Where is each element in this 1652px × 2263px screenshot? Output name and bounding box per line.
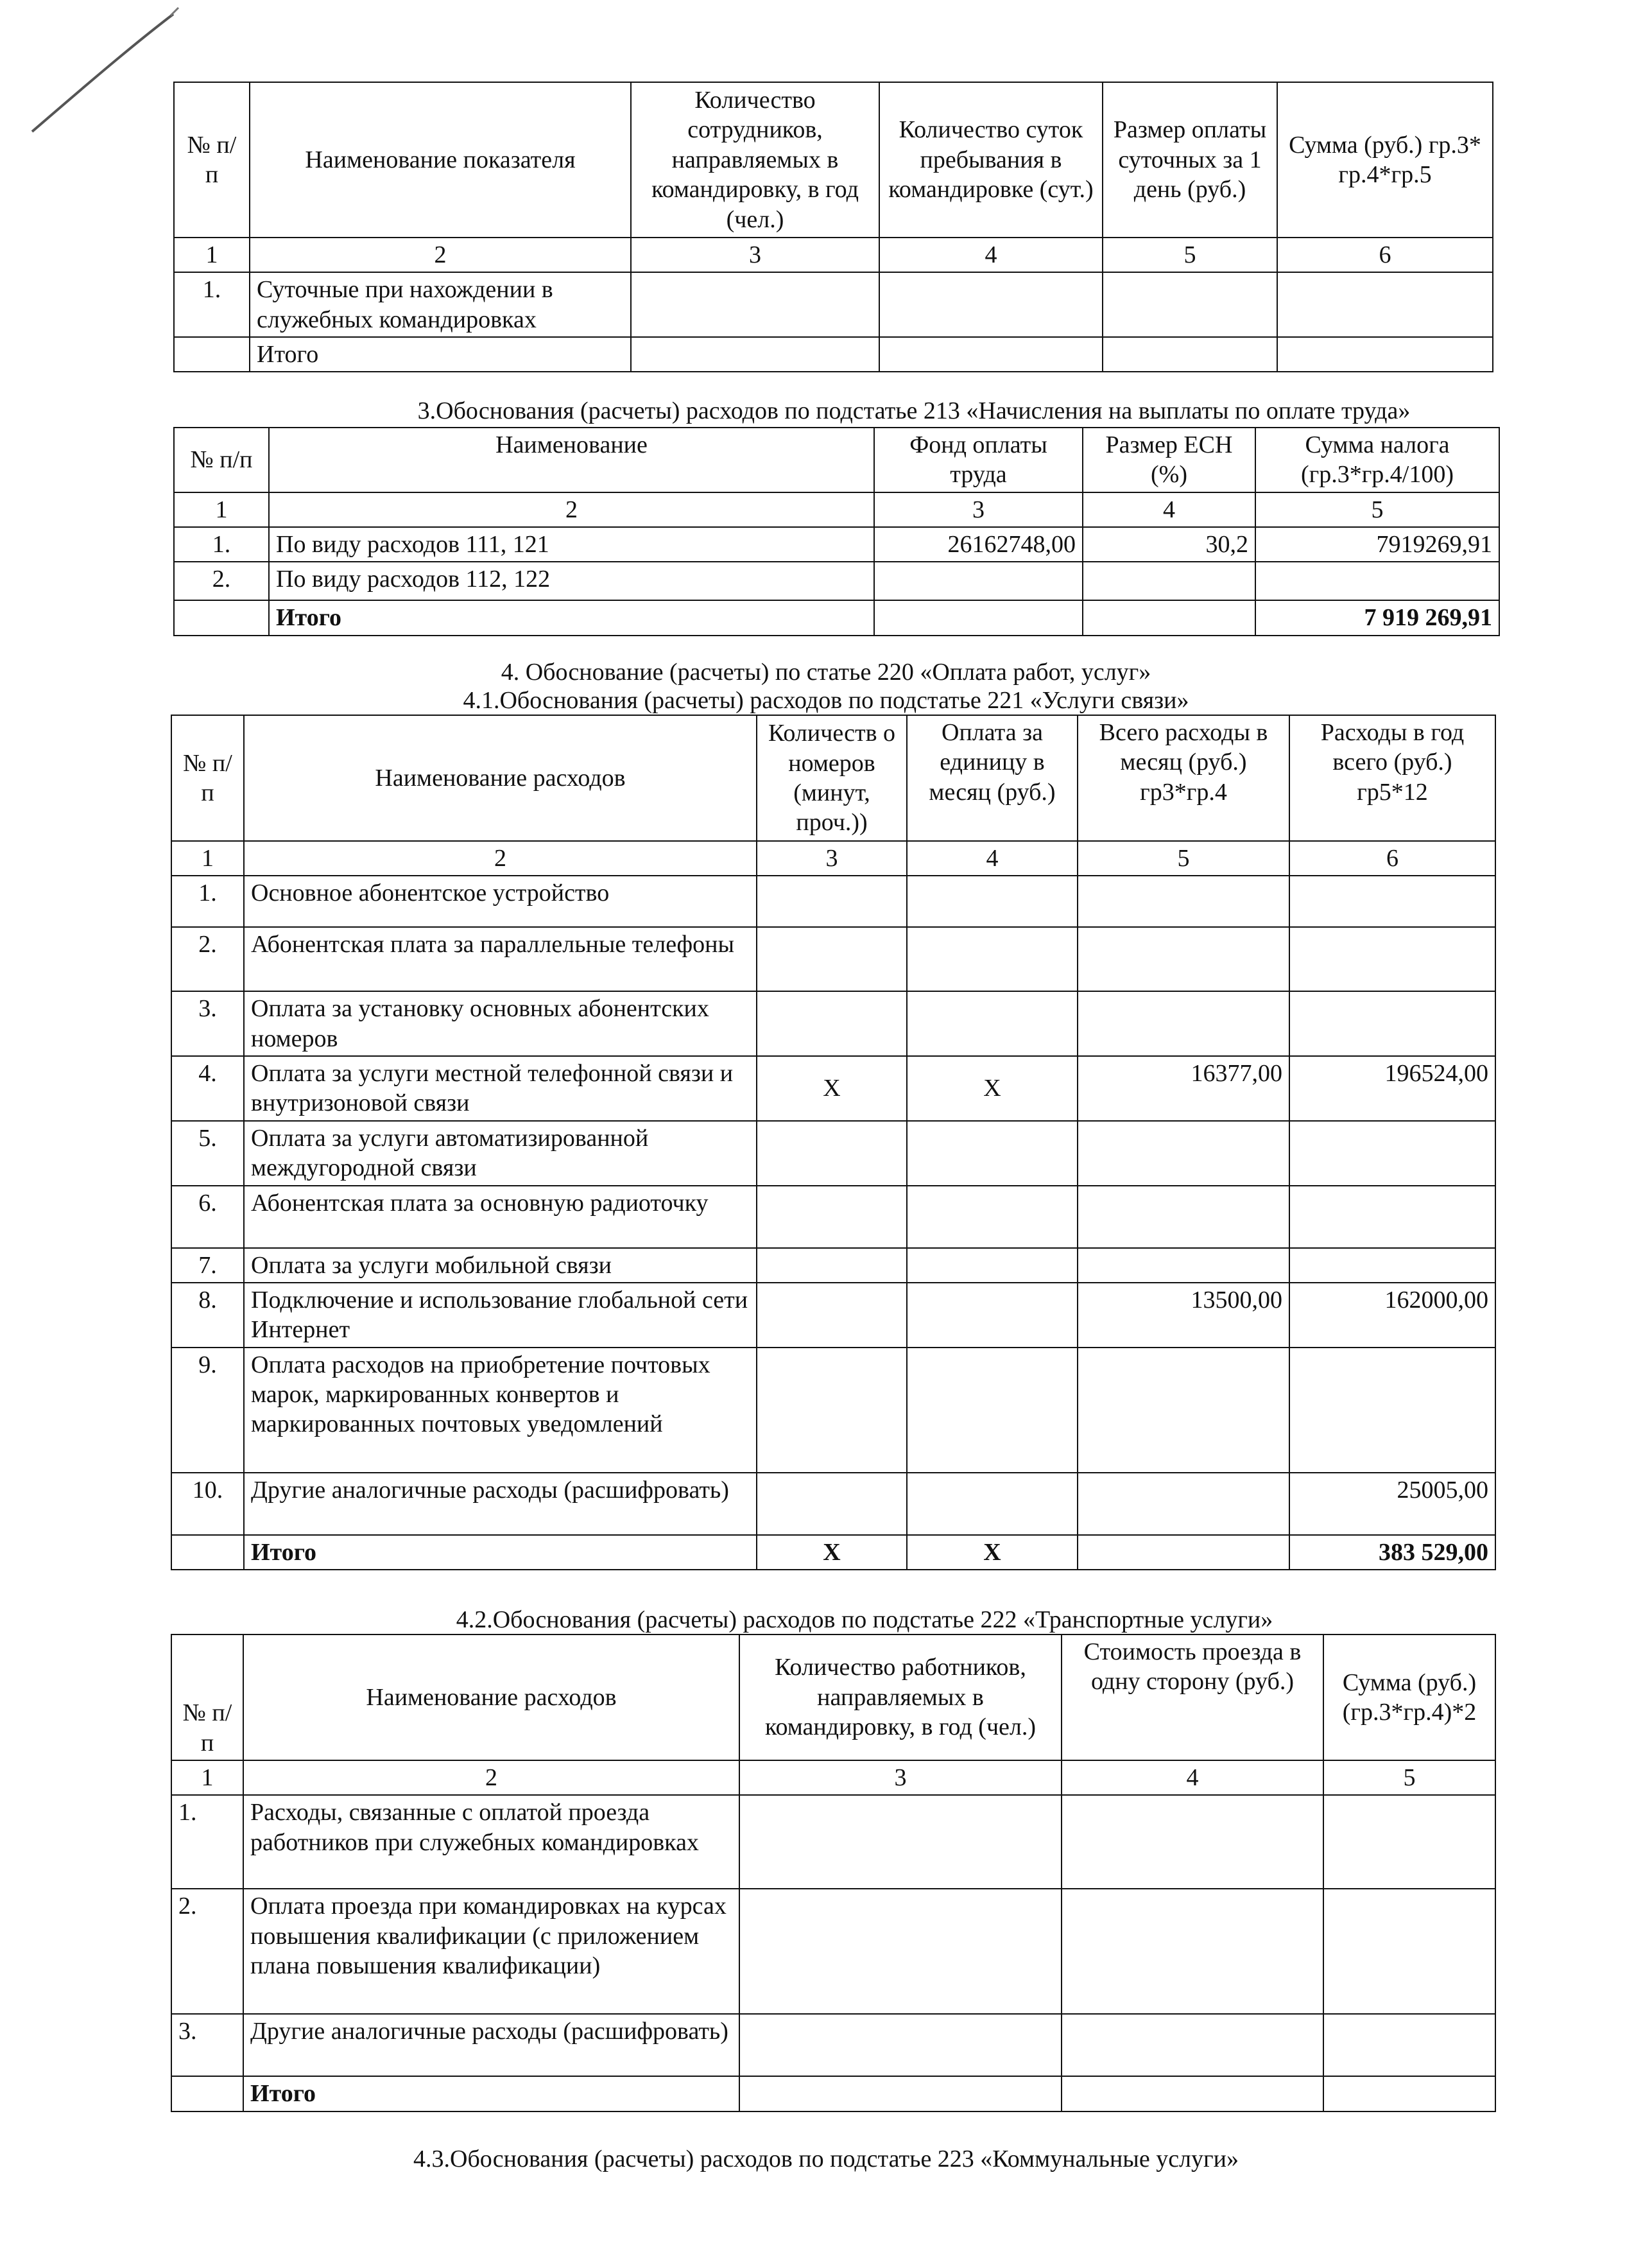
month-value: [1078, 991, 1289, 1056]
row-name: Другие аналогичные расходы (расшифровать): [244, 1473, 757, 1535]
column-number: 4: [879, 238, 1103, 272]
empty-cell: [739, 2014, 1062, 2076]
total-row: [171, 1535, 1495, 1570]
scan-edge-mark: [26, 6, 180, 135]
empty-cell: [739, 1889, 1062, 2014]
table-transport-services: [171, 1634, 1496, 2112]
column-number: 3: [631, 238, 879, 272]
qty-value: [757, 1283, 907, 1348]
price-value: [907, 876, 1078, 927]
empty-cell: [739, 1795, 1062, 1889]
empty-cell: [1323, 2014, 1495, 2076]
header-cell: Всего расходы в месяц (руб.) гр3*гр.4: [1078, 715, 1289, 841]
month-value: 13500,00: [1078, 1283, 1289, 1348]
table-row: [171, 2014, 1495, 2076]
row-number: 2.: [171, 927, 244, 991]
row-number: 2.: [174, 562, 269, 600]
header-cell: Наименование: [269, 428, 874, 492]
row-number: 6.: [171, 1186, 244, 1248]
header-cell: Количеств о номеров (минут, проч.)): [757, 715, 907, 841]
empty-cell: [1062, 1889, 1323, 2014]
table-row: [171, 1056, 1495, 1121]
column-number: 6: [1277, 238, 1493, 272]
month-value: [1078, 1121, 1289, 1186]
column-number: 2: [269, 492, 874, 527]
table-travel-allowance: [173, 82, 1493, 372]
row-number: 9.: [171, 1348, 244, 1473]
header-cell: Наименование расходов: [243, 1634, 739, 1760]
month-value: [1078, 1473, 1289, 1535]
empty-cell: [1323, 1889, 1495, 2014]
table-row: [174, 527, 1499, 562]
row-number: 10.: [171, 1473, 244, 1535]
row-name: Оплата за услуги автоматизированной междугородной связи: [244, 1121, 757, 1186]
column-number: 5: [1078, 841, 1289, 876]
total-row: [171, 2076, 1495, 2111]
row-name: По виду расходов 112, 122: [269, 562, 874, 600]
total-price: X: [907, 1535, 1078, 1570]
row-number: 1.: [171, 1795, 243, 1889]
table-payroll-charges: [173, 427, 1500, 636]
total-label: Итого: [250, 337, 631, 372]
row-name: Суточные при нахождении в служебных командировках: [250, 272, 631, 337]
price-value: [907, 1121, 1078, 1186]
empty-cell: [879, 337, 1103, 372]
table-row: [171, 1121, 1495, 1186]
table-row: [171, 1473, 1495, 1535]
price-value: [907, 1186, 1078, 1248]
table-row: [174, 562, 1499, 600]
qty-value: [757, 1248, 907, 1283]
year-value: [1289, 876, 1495, 927]
price-value: [907, 927, 1078, 991]
row-name: Основное абонентское устройство: [244, 876, 757, 927]
column-number: 5: [1103, 238, 1277, 272]
total-label: Итого: [244, 1535, 757, 1570]
empty-cell: [174, 337, 250, 372]
price-value: [907, 1283, 1078, 1348]
empty-cell: [1323, 2076, 1495, 2111]
section-4-1-title: 4.1.Обоснования (расчеты) расходов по подстатье 221 «Услуги связи»: [463, 687, 1189, 714]
month-value: [1078, 1348, 1289, 1473]
column-number: 6: [1289, 841, 1495, 876]
price-value: [907, 991, 1078, 1056]
empty-cell: [1062, 1795, 1323, 1889]
year-value: [1289, 1348, 1495, 1473]
qty-value: [757, 1121, 907, 1186]
row-name: Абонентская плата за основную радиоточку: [244, 1186, 757, 1248]
row-name: Подключение и использование глобальной сети Интернет: [244, 1283, 757, 1348]
tax-value: 7919269,91: [1255, 527, 1499, 562]
year-value: [1289, 991, 1495, 1056]
row-number: 5.: [171, 1121, 244, 1186]
column-number: 1: [171, 1760, 243, 1795]
row-number: 7.: [171, 1248, 244, 1283]
header-cell: Размер оплаты суточных за 1 день (руб.): [1103, 82, 1277, 238]
empty-cell: [631, 272, 879, 337]
column-number: 2: [250, 238, 631, 272]
header-cell: Фонд оплаты труда: [874, 428, 1083, 492]
column-number: 4: [1062, 1760, 1323, 1795]
row-name: Другие аналогичные расходы (расшифровать): [243, 2014, 739, 2076]
row-number: 2.: [171, 1889, 243, 2014]
header-cell: Сумма (руб.) гр.3* гр.4*гр.5: [1277, 82, 1493, 238]
total-month: [1078, 1535, 1289, 1570]
qty-value: [757, 1186, 907, 1248]
table-communication-services: [171, 715, 1496, 1570]
empty-cell: [1277, 272, 1493, 337]
empty-cell: [739, 2076, 1062, 2111]
header-cell: Наименование показателя: [250, 82, 631, 238]
table-row: [171, 991, 1495, 1056]
rate-value: [1083, 562, 1255, 600]
empty-cell: [171, 1535, 244, 1570]
total-year: 383 529,00: [1289, 1535, 1495, 1570]
qty-value: [757, 991, 907, 1056]
header-cell: Стоимость проезда в одну сторону (руб.): [1062, 1634, 1323, 1760]
month-value: [1078, 927, 1289, 991]
empty-cell: [171, 2076, 243, 2111]
header-cell: № п/п: [171, 715, 244, 841]
total-value: 7 919 269,91: [1255, 600, 1499, 635]
row-number: 8.: [171, 1283, 244, 1348]
header-cell: Оплата за единицу в месяц (руб.): [907, 715, 1078, 841]
total-qty: X: [757, 1535, 907, 1570]
header-cell: Сумма (руб.) (гр.3*гр.4)*2: [1323, 1634, 1495, 1760]
header-cell: Расходы в год всего (руб.) гр5*12: [1289, 715, 1495, 841]
row-number: 1.: [174, 527, 269, 562]
row-number: 4.: [171, 1056, 244, 1121]
column-number: 4: [907, 841, 1078, 876]
qty-value: [757, 1348, 907, 1473]
table-row: [171, 876, 1495, 927]
empty-cell: [174, 600, 269, 635]
rate-value: 30,2: [1083, 527, 1255, 562]
empty-cell: [1083, 600, 1255, 635]
header-cell: Наименование расходов: [244, 715, 757, 841]
section-3-title: 3.Обоснования (расчеты) расходов по подстатье 213 «Начисления на выплаты по оплате труда»: [417, 397, 1411, 424]
total-row: [174, 337, 1493, 372]
header-cell: № п/п: [174, 82, 250, 238]
row-number: 1.: [174, 272, 250, 337]
price-value: X: [907, 1056, 1078, 1121]
empty-cell: [1062, 2076, 1323, 2111]
year-value: 25005,00: [1289, 1473, 1495, 1535]
section-4-title: 4. Обоснование (расчеты) по статье 220 «Оплата работ, услуг»: [501, 659, 1151, 686]
price-value: [907, 1248, 1078, 1283]
row-name: По виду расходов 111, 121: [269, 527, 874, 562]
price-value: [907, 1473, 1078, 1535]
row-name: Оплата за услуги мобильной связи: [244, 1248, 757, 1283]
column-number: 5: [1255, 492, 1499, 527]
qty-value: [757, 927, 907, 991]
empty-cell: [879, 272, 1103, 337]
year-value: [1289, 1121, 1495, 1186]
row-name: Оплата проезда при командировках на курсах повышения квалификации (с приложением плана повышения квалификации): [243, 1889, 739, 2014]
year-value: [1289, 927, 1495, 991]
row-number: 3.: [171, 2014, 243, 2076]
table-row: [174, 272, 1493, 337]
section-4-2-title: 4.2.Обоснования (расчеты) расходов по подстатье 222 «Транспортные услуги»: [456, 1606, 1273, 1633]
table-row: [171, 1795, 1495, 1889]
table-row: [171, 1889, 1495, 2014]
year-value: 196524,00: [1289, 1056, 1495, 1121]
column-number: 1: [174, 492, 269, 527]
empty-cell: [631, 337, 879, 372]
empty-cell: [1103, 272, 1277, 337]
column-number: 3: [874, 492, 1083, 527]
column-number: 1: [174, 238, 250, 272]
column-number: 2: [243, 1760, 739, 1795]
row-number: 3.: [171, 991, 244, 1056]
month-value: [1078, 1248, 1289, 1283]
row-name: Оплата расходов на приобретение почтовых марок, маркированных конвертов и маркированных почтовых уведомлений: [244, 1348, 757, 1473]
year-value: [1289, 1248, 1495, 1283]
header-cell: № п/п: [174, 428, 269, 492]
table-row: [171, 1348, 1495, 1473]
empty-cell: [1062, 2014, 1323, 2076]
year-value: [1289, 1186, 1495, 1248]
total-label: Итого: [243, 2076, 739, 2111]
row-name: Оплата за установку основных абонентских номеров: [244, 991, 757, 1056]
qty-value: X: [757, 1056, 907, 1121]
column-number: 3: [757, 841, 907, 876]
empty-cell: [874, 600, 1083, 635]
table-row: [171, 927, 1495, 991]
month-value: 16377,00: [1078, 1056, 1289, 1121]
table-row: [171, 1186, 1495, 1248]
column-number: 3: [739, 1760, 1062, 1795]
header-cell: № п/п: [171, 1634, 243, 1760]
column-number: 5: [1323, 1760, 1495, 1795]
header-cell: Количество суток пребывания в командировке (сут.): [879, 82, 1103, 238]
column-number: 1: [171, 841, 244, 876]
qty-value: [757, 1473, 907, 1535]
section-4-3-title: 4.3.Обоснования (расчеты) расходов по подстатье 223 «Коммунальные услуги»: [413, 2146, 1239, 2172]
empty-cell: [1323, 1795, 1495, 1889]
table-row: [171, 1283, 1495, 1348]
price-value: [907, 1348, 1078, 1473]
row-name: Абонентская плата за параллельные телефоны: [244, 927, 757, 991]
header-cell: Сумма налога (гр.3*гр.4/100): [1255, 428, 1499, 492]
year-value: 162000,00: [1289, 1283, 1495, 1348]
month-value: [1078, 876, 1289, 927]
empty-cell: [1277, 337, 1493, 372]
fund-value: 26162748,00: [874, 527, 1083, 562]
header-cell: Количество работников, направляемых в командировку, в год (чел.): [739, 1634, 1062, 1760]
row-number: 1.: [171, 876, 244, 927]
empty-cell: [1103, 337, 1277, 372]
row-name: Расходы, связанные с оплатой проезда работников при служебных командировках: [243, 1795, 739, 1889]
header-cell: Размер ЕСН (%): [1083, 428, 1255, 492]
total-row: [174, 600, 1499, 635]
table-row: [171, 1248, 1495, 1283]
month-value: [1078, 1186, 1289, 1248]
total-label: Итого: [269, 600, 874, 635]
tax-value: [1255, 562, 1499, 600]
column-number: 2: [244, 841, 757, 876]
header-cell: Количество сотрудников, направляемых в командировку, в год (чел.): [631, 82, 879, 238]
row-name: Оплата за услуги местной телефонной связи и внутризоновой связи: [244, 1056, 757, 1121]
column-number: 4: [1083, 492, 1255, 527]
qty-value: [757, 876, 907, 927]
fund-value: [874, 562, 1083, 600]
